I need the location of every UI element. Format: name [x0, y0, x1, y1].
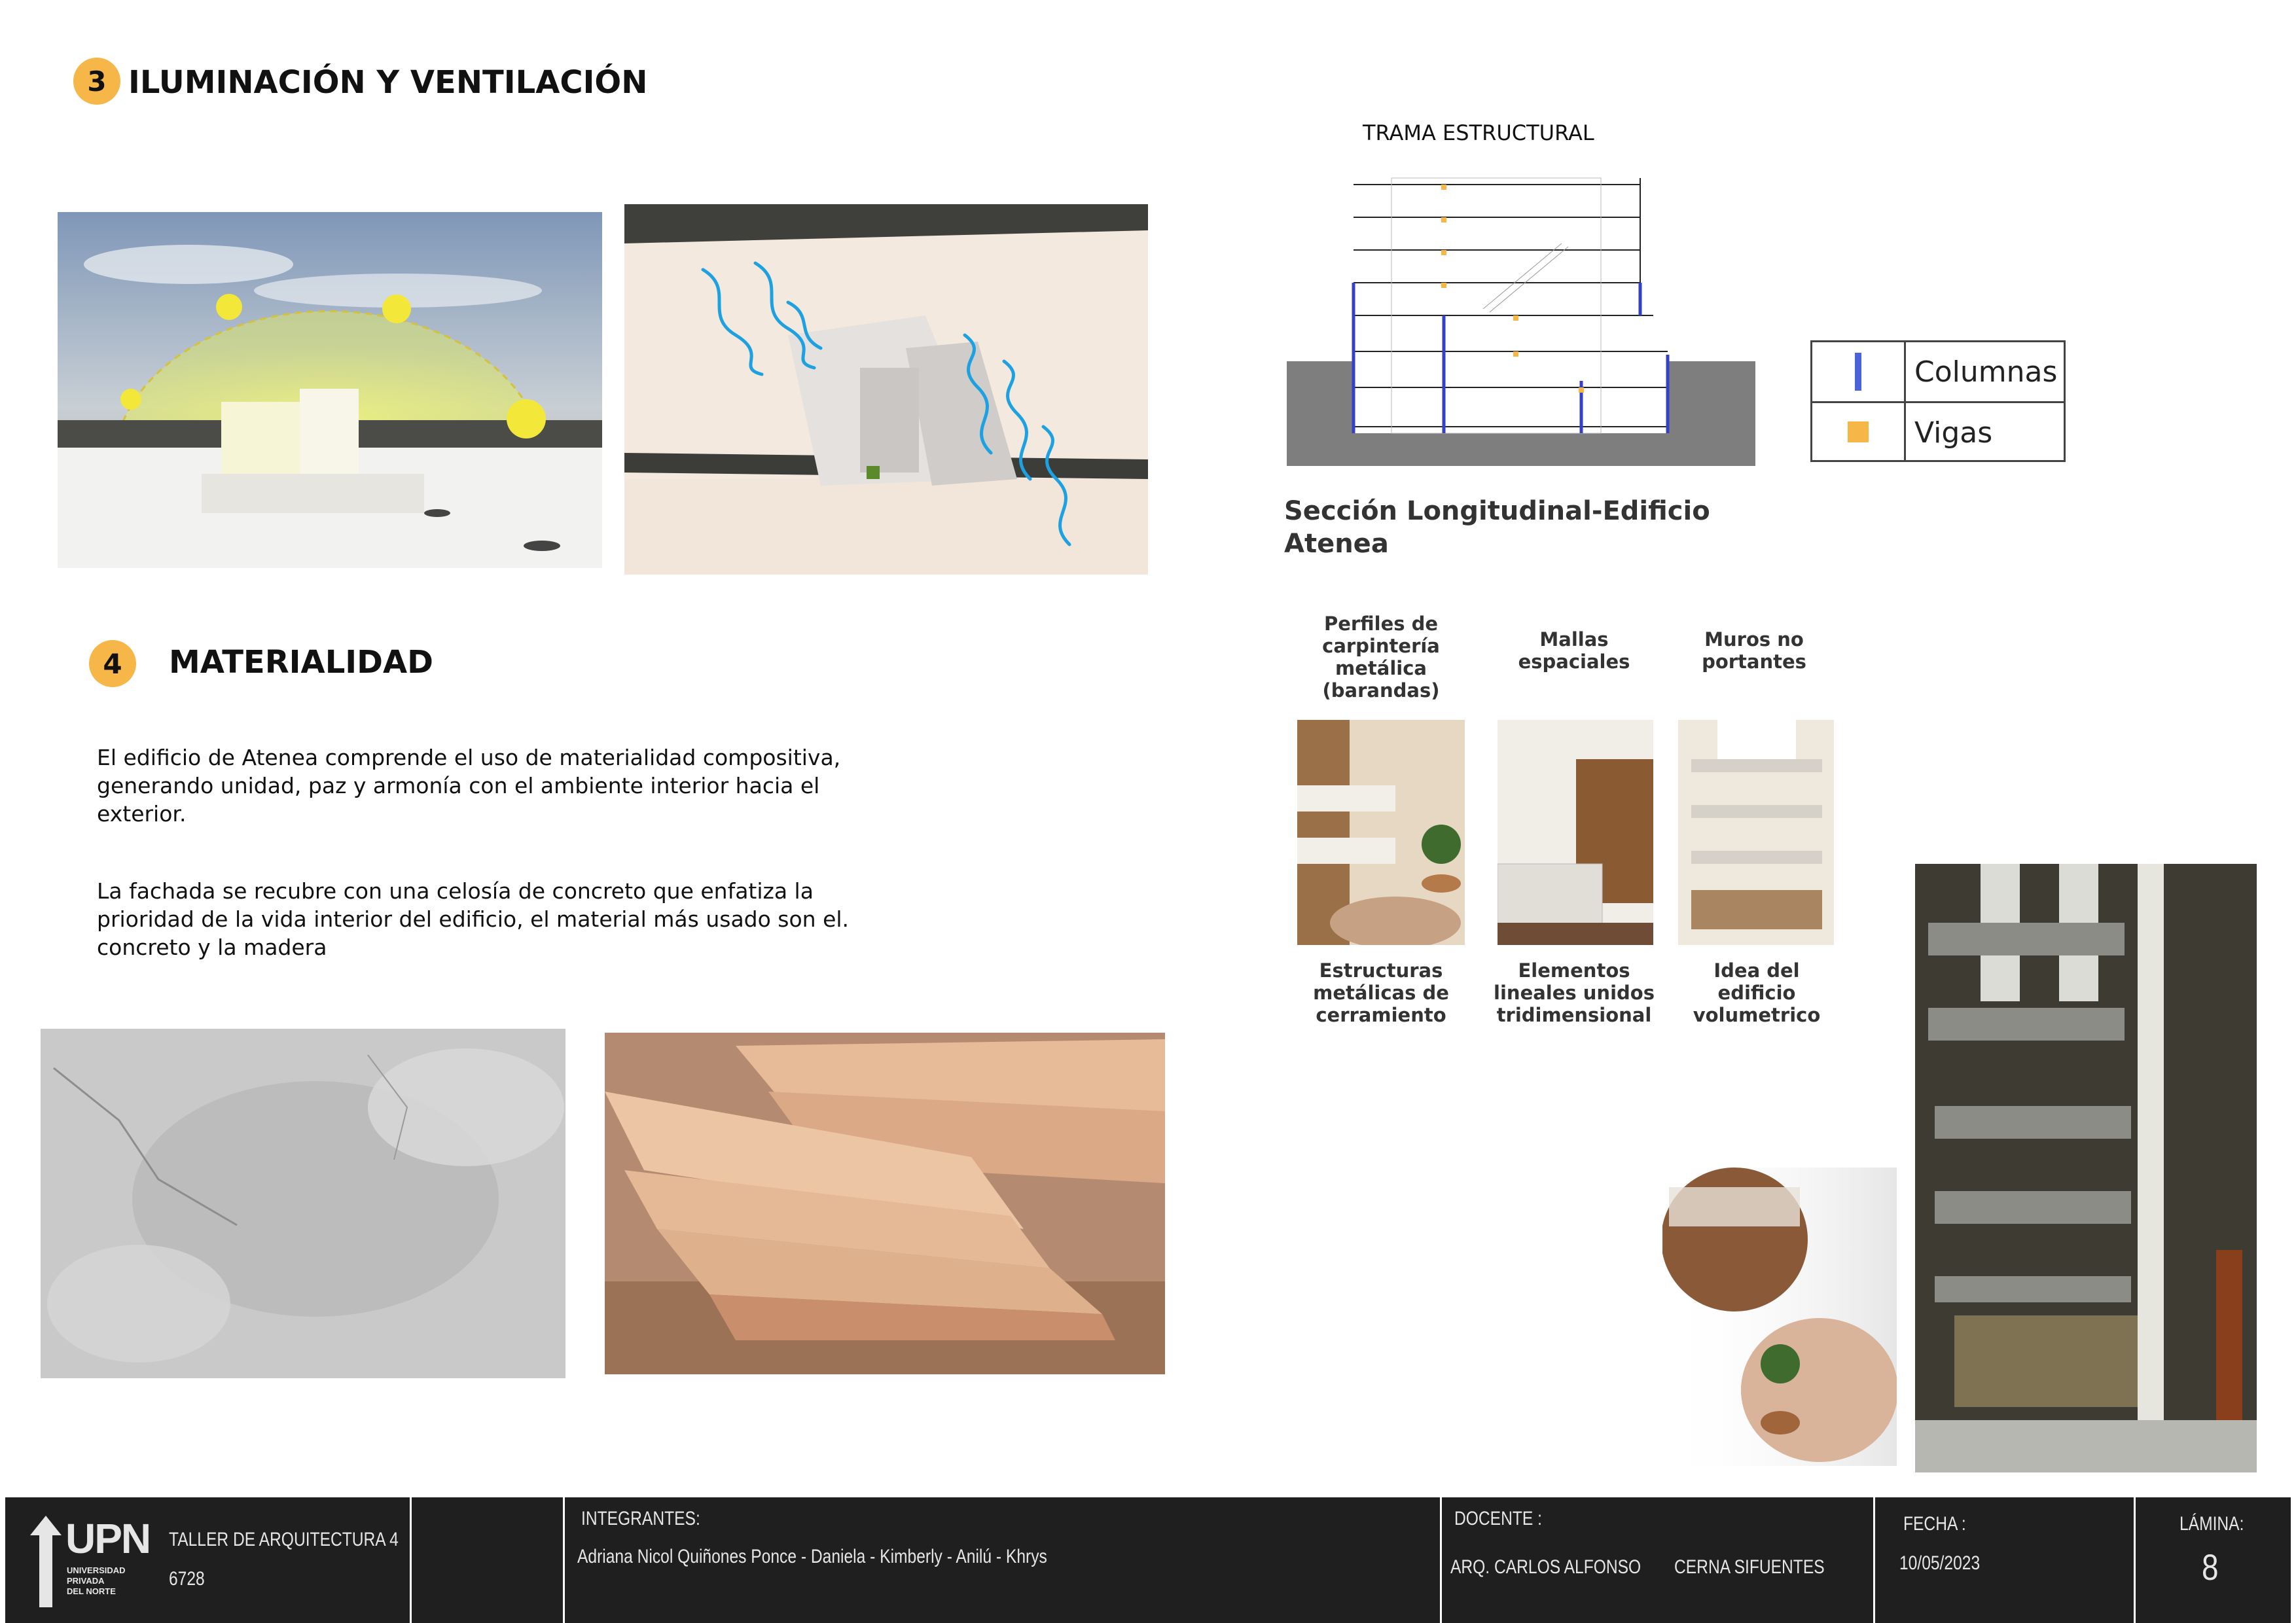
date-label: FECHA : — [1903, 1513, 1966, 1535]
logo-subtext: UNIVERSIDAD PRIVADA DEL NORTE — [67, 1565, 126, 1596]
footer-bar — [5, 1497, 2291, 1623]
material-caption: Idea del edificio volumetrico — [1693, 959, 1821, 1026]
section-caption: Sección Longitudinal-Edificio Atenea — [1284, 496, 1710, 559]
legend-label-beams: Vigas — [1914, 416, 1993, 450]
section-title-lighting: ILUMINACIÓN Y VENTILACIÓN — [128, 64, 648, 101]
material-caption: Perfiles de carpintería metálica (barandas) — [1322, 613, 1440, 702]
volumetric-idea-photo — [1678, 720, 1834, 945]
footer-divider — [1440, 1497, 1442, 1623]
section-number-badge: 3 — [73, 58, 120, 105]
footer-divider — [1873, 1497, 1875, 1623]
legend-label-columns: Columnas — [1914, 355, 2058, 389]
teacher-surname: CERNA SIFUENTES — [1674, 1556, 1825, 1578]
material-caption: Muros no portantes — [1702, 628, 1806, 673]
wood-planks-photo — [605, 1033, 1165, 1374]
columns-symbol — [1855, 353, 1861, 391]
footer-divider — [563, 1497, 565, 1623]
legend-row-beams — [1812, 401, 2064, 462]
sheet-number: 8 — [2202, 1546, 2219, 1588]
sun-path-render — [58, 212, 602, 568]
upn-arrow-icon — [30, 1516, 62, 1607]
materiality-paragraph: La fachada se recubre con una celosía de concreto que enfatiza la prioridad de la vida interior del edificio, el material más usado son el. concreto y la madera — [97, 878, 850, 960]
material-caption: Estructuras metálicas de cerramiento — [1313, 959, 1449, 1026]
longitudinal-section-drawing — [1287, 165, 1758, 466]
material-caption: Elementos lineales unidos tridimensional — [1494, 959, 1655, 1026]
structure-title: TRAMA ESTRUCTURAL — [1363, 120, 1594, 145]
legend-row-columns — [1812, 342, 2064, 401]
beams-symbol — [1848, 421, 1869, 442]
structure-legend — [1810, 340, 2066, 462]
teacher-label: DOCENTE : — [1454, 1508, 1542, 1529]
section-title-materiality: MATERIALIDAD — [169, 644, 433, 681]
course-name: TALLER DE ARQUITECTURA 4 — [169, 1529, 399, 1550]
concrete-texture-photo — [41, 1029, 565, 1378]
date-value: 10/05/2023 — [1899, 1552, 1981, 1574]
ventilation-render — [624, 204, 1148, 575]
upn-logo — [30, 1513, 151, 1611]
members-names: Adriana Nicol Quiñones Ponce - Daniela - Kimberly - Anilú - Khrys — [577, 1546, 1047, 1567]
footer-divider — [2134, 1497, 2136, 1623]
materiality-paragraph: El edificio de Atenea comprende el uso de materialidad compositiva, generando unidad, paz y armonía con el ambiente interior hacia el exterior. — [97, 745, 841, 827]
metal-railings-photo — [1297, 720, 1465, 945]
space-mesh-photo — [1498, 720, 1653, 945]
teacher-name: ARQ. CARLOS ALFONSO — [1450, 1556, 1641, 1578]
section-number-badge: 4 — [89, 640, 136, 687]
sheet-label: LÁMINA: — [2179, 1513, 2244, 1535]
facade-render — [1915, 844, 2257, 1472]
interior-vignette-photo — [1662, 1168, 1897, 1466]
material-caption: Mallas espaciales — [1518, 628, 1630, 673]
logo-text: UPN — [65, 1515, 151, 1562]
members-label: INTEGRANTES: — [581, 1508, 700, 1529]
footer-divider — [410, 1497, 412, 1623]
course-code: 6728 — [169, 1568, 205, 1590]
